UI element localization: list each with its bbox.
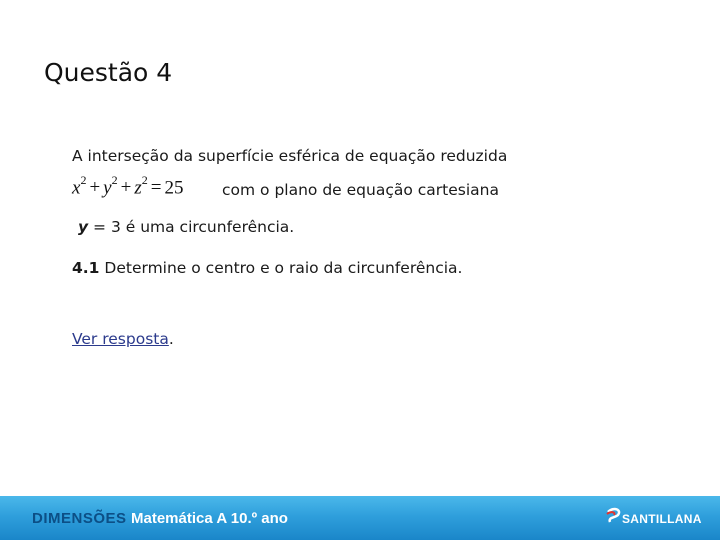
plane-text: com o plano de equação cartesiana <box>222 181 499 199</box>
plane-equation-line <box>78 217 294 237</box>
plane-variable: y <box>78 218 89 236</box>
task-number: 4.1 <box>72 259 100 277</box>
task-text: Determine o centro e o raio da circunferência. <box>99 259 463 277</box>
publisher-name: SANTILLANA <box>622 512 702 526</box>
footer-brand: DIMENSÕES <box>32 510 127 527</box>
eq-x-exponent: 2 <box>80 173 87 187</box>
answer-line <box>72 330 174 348</box>
eq-y: y <box>103 177 112 199</box>
answer-suffix: . <box>168 330 174 348</box>
footer-subject: Matemática A 10.º ano <box>131 510 288 527</box>
task-line <box>72 258 462 278</box>
eq-z: z <box>134 177 142 199</box>
question-intro-text: A interseção da superfície esférica de equação reduzida <box>72 147 508 165</box>
answer-link[interactable]: Ver resposta <box>72 330 169 348</box>
question-title: Questão 4 <box>44 58 173 87</box>
sphere-equation <box>72 175 183 199</box>
eq-plus-2: + <box>120 177 132 199</box>
eq-x: x <box>72 177 81 199</box>
eq-y-exponent: 2 <box>111 173 118 187</box>
eq-z-exponent: 2 <box>141 173 148 187</box>
publisher-logo <box>604 506 700 532</box>
plane-equation-rest: = 3 é uma circunferência. <box>88 218 295 236</box>
eq-plus-1: + <box>89 177 101 199</box>
footer-band <box>0 496 720 540</box>
eq-equals: = <box>150 177 162 199</box>
eq-rhs: 25 <box>164 177 184 199</box>
publisher-swirl-icon <box>604 506 624 532</box>
